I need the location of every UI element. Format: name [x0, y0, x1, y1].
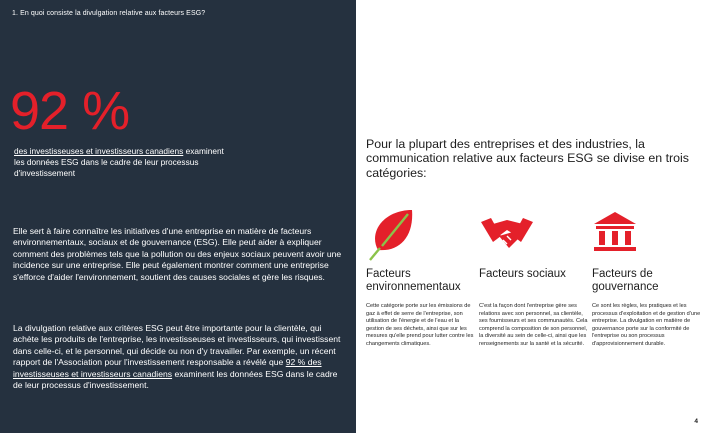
paragraph-importance-link[interactable]: 92 % des investisseuses et investisseurs canadiens	[13, 357, 322, 379]
handshake-icon	[479, 214, 535, 259]
right-panel	[356, 0, 714, 433]
leaf-icon	[366, 206, 418, 267]
category-title: Facteurs de gouvernance	[592, 268, 659, 293]
statistic-description-link[interactable]: des investisseuses et investisseurs canadiens	[14, 146, 184, 156]
bank-building-icon	[592, 210, 638, 259]
category-description: C'est la façon dont l'entreprise gère ses relations avec son personnel, sa clientèle, ses fournisseurs et ses communautés. Cela comprend la composition de son personnel, la diversité au sein de celle-ci, ainsi que les renseignements sur la santé et la sécurité.	[479, 303, 588, 347]
statistic-description	[14, 146, 234, 180]
category-title: Facteurs sociaux	[479, 268, 566, 280]
breadcrumb: 1. En quoi consiste la divulgation relative aux facteurs ESG?	[12, 10, 206, 17]
paragraph-importance	[13, 323, 343, 391]
categories-intro-title: Pour la plupart des entreprises et des industries, la communication relative aux facteurs ESG se divise en trois catégories:	[366, 137, 689, 180]
category-description: Cette catégorie porte sur les émissions de gaz à effet de serre de l'entreprise, son utilisation de l'énergie et de l'eau et la gestion de ses déchets, ainsi que sur les mesures qu'elle prend pour lutter contre les changements climatiques.	[366, 303, 474, 347]
paragraph-importance-end: examinent les données ESG dans le cadre de leur processus d'investissement.	[13, 368, 338, 391]
paragraph-importance-start: La divulgation relative aux critères ESG peut être importante pour la clientèle, qui achète les produits de l'entreprise, les investisseuses et investisseurs, qui investissent dans celle-ci, et le personnel, qui décide ou non d'y travailler. Par exemple, un récent rapport de l'Association pour l'investissement responsable a révélé que	[13, 323, 341, 368]
category-description: Ce sont les règles, les pratiques et les processus d'exploitation et de gestion d'une entreprise. La divulgation en matière de gouvernance porte sur la conformité de l'entreprise ou son processus d'approvisionnement durable.	[592, 303, 701, 347]
paragraph-intro: Elle sert à faire connaître les initiatives d'une entreprise en matière de facteurs environnementaux, sociaux et de gouvernance (ESG). Elle peut aider à expliquer comment des problèmes tels que la pollution ou des enjeux sociaux peuvent avoir une incidence sur une entreprise. Elle peut également montrer comment une entreprise s'efforce d'aider l'environnement, soutient des causes sociales et gère les risques.	[13, 226, 342, 282]
category-title: Facteurs environnementaux	[366, 268, 461, 293]
statistic-description-rest: examinent les données ESG dans le cadre de leur processus d'investissement	[14, 146, 224, 179]
left-panel	[0, 0, 356, 433]
page-number: 4	[694, 418, 698, 425]
statistic-value: 92 %	[10, 81, 130, 141]
